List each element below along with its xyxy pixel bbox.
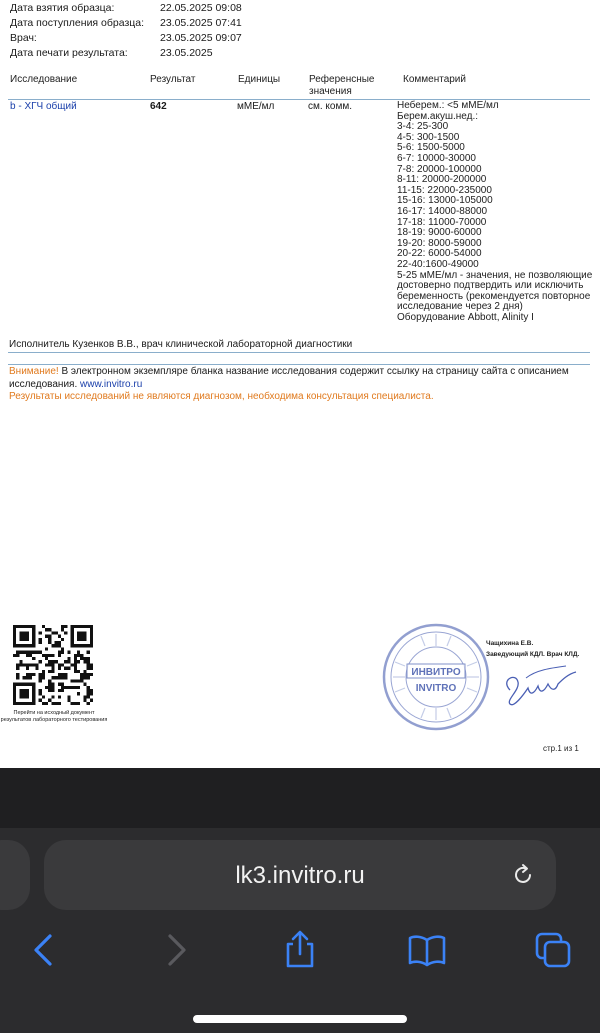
lab-report-document: Дата взятия образца: 22.05.2025 09:08 Дата поступления образца: 23.05.2025 07:41 Врач: 23.05.2025 09:07 Дата печати результата: 23.05.2025 Исследование Результат Единицы Референсные значения Комментарий b - ХГЧ общий 642 мМЕ/мл см. комм. Неберем.: <5 мМЕ/мл Берем.акуш.нед.: 3-4: 25-300 4-5: 300-1500 5-6: 1500-5000 6-7: 10000-30000 7-8: 20000-100000 8-11: 20000-200000 11-15: 22000-235000 15-16: 13000-105000 16-17: 14000-88000 17-18: 11000-70000 18-19: 9000-60000 19-20: 8000-59000 20-22: 6000-54000 22-40:1600-49000 5-25 мМЕ/мл - значения, не позволяющие достоверно подтвердить или исключить беременность (рекомендуется повторное исследование через 2 дня) Оборудование Abbott, Alinity I Исполнитель Кузенков В.В., врач клинической лабораторной диагностики Внимание! В электронном экземпляре бланка название исследования содержит ссылку на страницу сайта с описанием исследования. www.invitro.ru Результаты исследований не являются диагнозом, необходима консультация специалиста. Перейти на исходный документ результатов лабораторного тестирования ИНВИТРО INVITRO Чащихина Е.В. Заведующий КДЛ. Врач КЛД. стр.1 из 1: [0, 0, 600, 768]
comment-line: 8-11: 20000-200000: [397, 174, 487, 186]
executor-divider: [8, 352, 590, 353]
test-name-link[interactable]: b - ХГЧ общий: [10, 101, 77, 112]
url-text[interactable]: lk3.invitro.ru: [235, 862, 365, 889]
header-comment: Комментарий: [403, 74, 466, 85]
previous-tab-preview[interactable]: [0, 840, 30, 910]
comment-line: 4-5: 300-1500: [397, 131, 460, 143]
qr-caption: Перейти на исходный документ результатов лабораторного тестирования: [0, 710, 108, 723]
address-bar[interactable]: [44, 840, 556, 910]
result-value: 642: [150, 101, 167, 112]
signer-name: Чащихина Е.В.: [486, 640, 534, 647]
reload-icon[interactable]: [510, 862, 536, 888]
result-comment: [397, 101, 593, 323]
share-icon[interactable]: [280, 930, 320, 970]
comment-line: Берем.акуш.нед.:: [397, 110, 479, 122]
bookmarks-icon[interactable]: [407, 930, 447, 970]
note-divider: [8, 364, 590, 365]
qr-code[interactable]: [13, 625, 93, 705]
company-stamp: [381, 622, 491, 732]
comment-line: 7-8: 20000-100000: [397, 163, 482, 175]
attention-label: Внимание!: [9, 366, 59, 377]
comment-line: 18-19: 9000-60000: [397, 227, 482, 239]
signer-block: [486, 638, 579, 660]
comment-line: 22-40:1600-49000: [397, 258, 479, 270]
forward-icon[interactable]: [156, 930, 196, 970]
home-indicator: [193, 1015, 407, 1023]
header-units: Единицы: [238, 74, 281, 85]
header-test: Исследование: [10, 74, 78, 85]
comment-line: 16-17: 14000-88000: [397, 205, 488, 217]
comment-line: 17-18: 11000-70000: [397, 216, 487, 228]
header-result: Результат: [150, 74, 196, 85]
header-reference: Референсные значения: [309, 74, 375, 97]
page-number: стр.1 из 1: [543, 744, 579, 753]
table-header-divider: [8, 99, 590, 100]
executor-line: Исполнитель Кузенков В.В., врач клинической лабораторной диагностики: [9, 339, 353, 350]
invitro-site-link[interactable]: www.invitro.ru: [80, 378, 143, 390]
comment-line: 5-6: 1500-5000: [397, 142, 465, 154]
browser-content-backdrop: [0, 768, 600, 828]
comment-line: 15-16: 13000-105000: [397, 195, 493, 207]
result-units: мМЕ/мл: [237, 101, 275, 112]
comment-equipment: Оборудование Abbott, Alinity I: [397, 311, 534, 323]
comment-note: 5-25 мМЕ/мл - значения, не позволяющие достоверно подтвердить или исключить беременность (рекомендуется повторное исследование через 2 дня): [397, 269, 593, 313]
svg-text:INVITRO: INVITRO: [415, 683, 457, 694]
disclaimer-text: Результаты исследований не являются диагнозом, необходима консультация специалиста.: [9, 391, 434, 402]
browser-toolbar: [0, 828, 600, 1033]
comment-line: 6-7: 10000-30000: [397, 152, 476, 164]
back-icon[interactable]: [24, 930, 64, 970]
handwritten-signature: [496, 660, 580, 710]
attention-note: [9, 366, 593, 404]
qr-modules: [13, 625, 93, 705]
signer-position: Заведующий КДЛ. Врач КЛД.: [486, 651, 580, 658]
comment-line: 11-15: 22000-235000: [397, 184, 492, 196]
result-reference: см. комм.: [308, 101, 353, 112]
tabs-icon[interactable]: [533, 930, 573, 970]
attention-text: В электронном экземпляре бланка название исследования содержит ссылку на страницу сайта с описанием исследования.: [9, 366, 569, 390]
comment-line: 19-20: 8000-59000: [397, 237, 482, 249]
svg-text:ИНВИТРО: ИНВИТРО: [411, 667, 461, 678]
comment-line: Неберем.: <5 мМЕ/мл: [397, 100, 499, 111]
comment-line: 3-4: 25-300: [397, 121, 449, 133]
comment-line: 20-22: 6000-54000: [397, 248, 482, 260]
